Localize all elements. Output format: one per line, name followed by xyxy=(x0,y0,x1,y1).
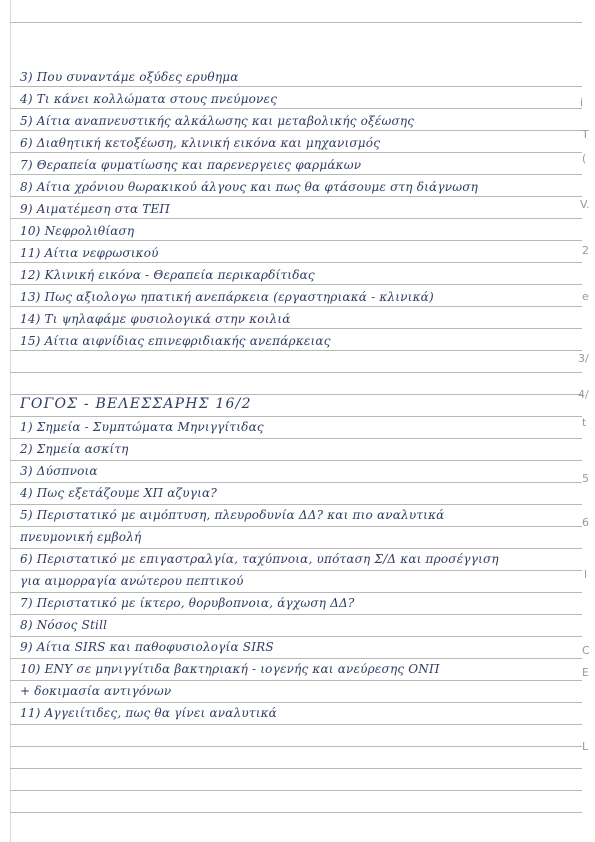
ruled-line xyxy=(10,526,582,527)
ruled-line xyxy=(10,350,582,351)
ruled-line xyxy=(10,592,582,593)
ruled-line xyxy=(10,636,582,637)
question-item: 14) Τι ψηλαφάμε φυσιολογικά στην κοιλιά xyxy=(20,312,291,326)
question-item: 3) Δύσπνοια xyxy=(20,464,98,478)
ruled-line xyxy=(10,702,582,703)
ruled-line xyxy=(10,196,582,197)
ruled-line xyxy=(10,724,582,725)
ruled-line xyxy=(10,108,582,109)
ruled-line xyxy=(10,372,582,373)
question-item: 8) Νόσος Still xyxy=(20,618,108,632)
ruled-line xyxy=(10,680,582,681)
ruled-line xyxy=(10,482,582,483)
bleed-glyph: V. xyxy=(580,198,590,211)
bleed-glyph: T xyxy=(582,128,589,141)
question-item: 10) ΕΝΥ σε μηνιγγίτιδα βακτηριακή - ιογενής και ανεύρεσης ΟΝΠ xyxy=(20,662,440,676)
question-item: 9) Αιματέμεση στα ΤΕΠ xyxy=(20,202,171,216)
ruled-line xyxy=(10,328,582,329)
ruled-line xyxy=(10,790,582,791)
question-item-continuation: πνευμονική εμβολή xyxy=(20,530,142,544)
ruled-line xyxy=(10,504,582,505)
question-item: 12) Κλινική εικόνα - Θεραπεία περικαρδίτιδας xyxy=(20,268,315,282)
bleed-glyph: C xyxy=(582,644,590,657)
question-item: 4) Τι κάνει κολλώματα στους πνεύμονες xyxy=(20,92,278,106)
ruled-line xyxy=(10,218,582,219)
ruled-line xyxy=(10,438,582,439)
question-item: 13) Πως αξιολογω ηπατική ανεπάρκεια (εργαστηριακά - κλινικά) xyxy=(20,290,434,304)
ruled-line xyxy=(10,570,582,571)
ruled-line xyxy=(10,284,582,285)
question-item: 11) Αγγειίτιδες, πως θα γίνει αναλυτικά xyxy=(20,706,277,720)
ruled-line xyxy=(10,152,582,153)
question-item: 1) Σημεία - Συμπτώματα Μηνιγγίτιδας xyxy=(20,420,264,434)
ruled-line xyxy=(10,768,582,769)
ruled-line xyxy=(10,614,582,615)
question-item: 8) Αίτια χρόνιου θωρακικού άλγους και πως θα φτάσουμε στη διάγνωση xyxy=(20,180,478,194)
question-item: 4) Πως εξετάζουμε ΧΠ αζυγια? xyxy=(20,486,217,500)
bleed-glyph: 2 xyxy=(582,244,589,257)
question-item-continuation: για αιμορραγία ανώτερου πεπτικού xyxy=(20,574,244,588)
ruled-line xyxy=(10,460,582,461)
bleed-glyph: 3/ xyxy=(578,352,589,365)
ruled-line xyxy=(10,130,582,131)
bleed-glyph: ( xyxy=(582,152,587,165)
bleed-glyph: t xyxy=(582,416,587,429)
ruled-line xyxy=(10,22,582,23)
question-item-continuation: + δοκιμασία αντιγόνων xyxy=(20,684,172,698)
bleed-glyph: L xyxy=(582,740,589,753)
ruled-line xyxy=(10,548,582,549)
question-item: 5) Περιστατικό με αιμόπτυση, πλευροδυνία ΔΔ? και πιο αναλυτικά xyxy=(20,508,445,522)
question-item: 10) Νεφρολιθίαση xyxy=(20,224,135,238)
ruled-line xyxy=(10,262,582,263)
bleed-glyph: l xyxy=(584,568,588,581)
question-item: 9) Αίτια SIRS και παθοφυσιολογία SIRS xyxy=(20,640,274,654)
section-heading: ΓΟΓΟΣ - ΒΕΛΕΣΣΑΡΗΣ 16/2 xyxy=(20,396,252,412)
bleed-glyph: 6 xyxy=(582,516,589,529)
ruled-line xyxy=(10,394,582,395)
ruled-line xyxy=(10,416,582,417)
question-item: 11) Αίτια νεφρωσικού xyxy=(20,246,159,260)
ruled-line xyxy=(10,306,582,307)
page-left-edge xyxy=(10,0,11,842)
question-item: 5) Αίτια αναπνευστικής αλκάλωσης και μεταβολικής οξέωσης xyxy=(20,114,415,128)
ruled-line xyxy=(10,658,582,659)
right-margin-bleed xyxy=(576,0,595,842)
question-item: 6) Περιστατικό με επιγαστραλγία, ταχύπνοια, υπόταση Σ/Δ και προσέγγιση xyxy=(20,552,499,566)
question-item: 2) Σημεία ασκίτη xyxy=(20,442,129,456)
bleed-glyph: 4/ xyxy=(578,388,589,401)
bleed-glyph: e xyxy=(582,290,589,303)
question-item: 6) Διαθητική κετοξέωση, κλινική εικόνα και μηχανισμός xyxy=(20,136,381,150)
ruled-line xyxy=(10,86,582,87)
bleed-glyph: E xyxy=(582,666,589,679)
question-item: 15) Αίτια αιφνίδιας επινεφριδιακής ανεπάρκειας xyxy=(20,334,331,348)
ruled-line xyxy=(10,812,582,813)
bleed-glyph: i xyxy=(580,96,584,109)
question-item: 7) Περιστατικό με ίκτερο, θορυβοπνοια, άγχωση ΔΔ? xyxy=(20,596,355,610)
bleed-glyph: 5 xyxy=(582,472,589,485)
ruled-line xyxy=(10,174,582,175)
question-item: 3) Που συναντάμε οξύδες ερυθημα xyxy=(20,70,239,84)
ruled-line xyxy=(10,746,582,747)
question-item: 7) Θεραπεία φυματίωσης και παρενεργειες φαρμάκων xyxy=(20,158,362,172)
ruled-line xyxy=(10,240,582,241)
